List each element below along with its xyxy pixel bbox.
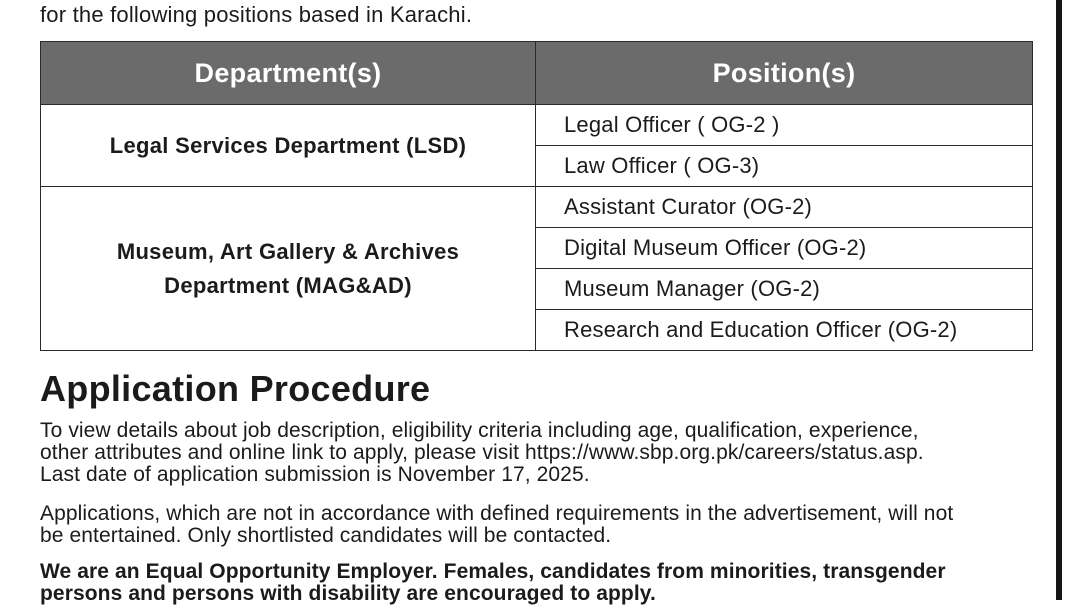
- department-cell-magad: [41, 187, 536, 351]
- table-header-row: [41, 42, 1033, 105]
- table-row: [41, 105, 1033, 146]
- department-cell-lsd: [41, 105, 536, 187]
- table-row: [41, 187, 1033, 228]
- paragraph-line: persons and persons with disability are encouraged to apply.: [40, 582, 656, 605]
- position-cell: Assistant Curator (OG-2): [536, 187, 1033, 228]
- paragraph-line: other attributes and online link to apply, please visit https://www.sbp.org.pk/careers/status.asp.: [40, 441, 924, 464]
- paragraph-line: Applications, which are not in accordance with defined requirements in the advertisement, will not: [40, 502, 954, 525]
- position-cell: Law Officer ( OG-3): [536, 146, 1033, 187]
- paragraph-line: We are an Equal Opportunity Employer. Females, candidates from minorities, transgender: [40, 560, 946, 583]
- paragraph-line: be entertained. Only shortlisted candidates will be contacted.: [40, 524, 612, 547]
- position-cell: Research and Education Officer (OG-2): [536, 310, 1033, 351]
- position-cell: Digital Museum Officer (OG-2): [536, 228, 1033, 269]
- header-positions: Position(s): [536, 42, 1033, 105]
- department-name-line-2: Department (MAG&AD): [164, 272, 412, 298]
- department-name: Legal Services Department (LSD): [109, 132, 467, 158]
- paragraph-equal-opportunity: [40, 561, 1036, 605]
- department-name-line-1: Museum, Art Gallery & Archives: [116, 238, 460, 264]
- position-cell: Legal Officer ( OG-2 ): [536, 105, 1033, 146]
- header-departments: Department(s): [41, 42, 536, 105]
- positions-table: [40, 41, 1033, 351]
- position-cell: Museum Manager (OG-2): [536, 269, 1033, 310]
- intro-text: for the following positions based in Karachi.: [40, 2, 473, 27]
- paragraph-job-details: [40, 420, 1036, 486]
- page-right-border: [1056, 0, 1062, 600]
- paragraph-line: To view details about job description, eligibility criteria including age, qualification, experience,: [40, 419, 919, 442]
- paragraph-requirements: [40, 503, 1036, 547]
- application-procedure-heading: Application Procedure: [40, 368, 431, 409]
- paragraph-line: Last date of application submission is November 17, 2025.: [40, 463, 590, 486]
